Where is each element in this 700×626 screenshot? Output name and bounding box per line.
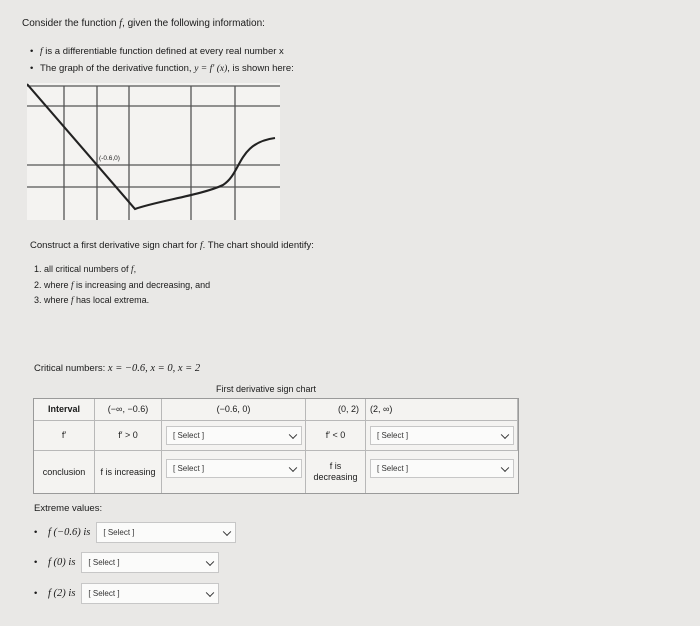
fprime-cell-3: f′ < 0 — [306, 421, 366, 451]
bullet-dot: • — [34, 557, 38, 568]
extreme-label: f (−0.6) is — [48, 527, 91, 538]
construct-heading — [30, 240, 314, 251]
list-text: 3. where — [34, 295, 72, 305]
header-interval-1: (−∞, −0.6) — [95, 399, 162, 421]
list-var: f — [71, 295, 74, 305]
extreme-row — [34, 552, 219, 573]
chevron-down-icon — [501, 430, 509, 438]
select-label: [ Select ] — [377, 464, 409, 473]
intro-heading-text: Consider the function — [22, 18, 120, 29]
select-label: [ Select ] — [173, 431, 205, 440]
extreme-row — [34, 583, 219, 604]
fprime-select-4[interactable] — [370, 426, 514, 445]
sign-chart-title: First derivative sign chart — [216, 384, 317, 394]
construct-text-end: . The chart should identify: — [202, 240, 314, 251]
header-interval-2: (−0.6, 0) — [162, 399, 306, 421]
fprime-cell-1: f′ > 0 — [95, 421, 162, 451]
extreme-select-3[interactable] — [81, 583, 219, 604]
conclusion-cell-4 — [366, 451, 518, 493]
list-text: 2. where — [34, 280, 72, 290]
bullet-item — [30, 63, 294, 74]
select-label: [ Select ] — [88, 589, 120, 598]
conclusion-text-line2: decreasing — [313, 472, 358, 482]
list-var: f — [131, 264, 134, 274]
chevron-down-icon — [206, 557, 214, 565]
bullet-dot: • — [34, 527, 38, 538]
chevron-down-icon — [223, 527, 231, 535]
header-interval-3: (0, 2) — [306, 399, 366, 421]
extreme-label: f (0) is — [48, 557, 76, 568]
select-label: [ Select ] — [103, 528, 135, 537]
select-label: [ Select ] — [377, 431, 409, 440]
list-item — [34, 280, 210, 290]
bullet-text-end: , is shown here: — [227, 63, 294, 74]
conclusion-select-4[interactable] — [370, 459, 514, 478]
bullet-text-end: is a differentiable function defined at every real number x — [42, 46, 284, 57]
sign-chart-table — [33, 398, 519, 494]
intro-heading — [22, 18, 265, 29]
fprime-cell-4 — [366, 421, 518, 451]
extreme-values-title: Extreme values: — [34, 503, 103, 514]
bullet-dot: • — [30, 63, 34, 74]
critical-label: Critical numbers: — [34, 363, 108, 374]
bullet-dot: • — [30, 46, 34, 57]
header-interval: Interval — [34, 399, 95, 421]
construct-text: Construct a first derivative sign chart for — [30, 240, 201, 251]
conclusion-cell-2 — [162, 451, 306, 493]
fprime-cell-2 — [162, 421, 306, 451]
list-text: 1. all critical numbers of — [34, 264, 132, 274]
row-label-conclusion: conclusion — [34, 451, 95, 493]
chevron-down-icon — [501, 463, 509, 471]
derivative-graph — [27, 83, 280, 220]
list-text-end: has local extrema. — [73, 295, 150, 305]
select-label: [ Select ] — [88, 558, 120, 567]
list-var: f — [71, 280, 74, 290]
bullet-item — [30, 46, 284, 57]
conclusion-text-line1: f is — [329, 461, 342, 471]
header-interval-4: (2, ∞) — [366, 399, 518, 421]
list-text-end: , — [133, 264, 137, 274]
intro-heading-var: f — [119, 18, 123, 29]
extreme-row — [34, 522, 236, 543]
critical-numbers — [34, 363, 200, 374]
extreme-select-1[interactable] — [96, 522, 236, 543]
conclusion-select-2[interactable] — [166, 459, 302, 478]
intro-heading-text-end: , given the following information: — [122, 18, 265, 29]
extreme-select-2[interactable] — [81, 552, 219, 573]
conclusion-cell-3 — [306, 451, 366, 493]
graph-grid — [27, 86, 280, 220]
chevron-down-icon — [289, 430, 297, 438]
construct-var: f — [200, 241, 203, 251]
bullet-var: y = f′ (x) — [194, 64, 228, 74]
fprime-select-2[interactable] — [166, 426, 302, 445]
list-item — [34, 295, 149, 305]
row-label-fprime: f′ — [34, 421, 95, 451]
chevron-down-icon — [289, 463, 297, 471]
select-label: [ Select ] — [173, 464, 205, 473]
list-item — [34, 264, 136, 274]
bullet-dot: • — [34, 588, 38, 599]
bullet-text: The graph of the derivative function, — [40, 63, 195, 74]
chevron-down-icon — [206, 588, 214, 596]
point-label: (-0.6,0) — [99, 155, 120, 162]
extreme-label: f (2) is — [48, 588, 76, 599]
list-text-end: is increasing and decreasing, and — [73, 280, 211, 290]
bullet-var: f — [40, 47, 43, 57]
conclusion-cell-1: f is increasing — [95, 451, 162, 493]
critical-values: x = −0.6, x = 0, x = 2 — [107, 363, 201, 374]
